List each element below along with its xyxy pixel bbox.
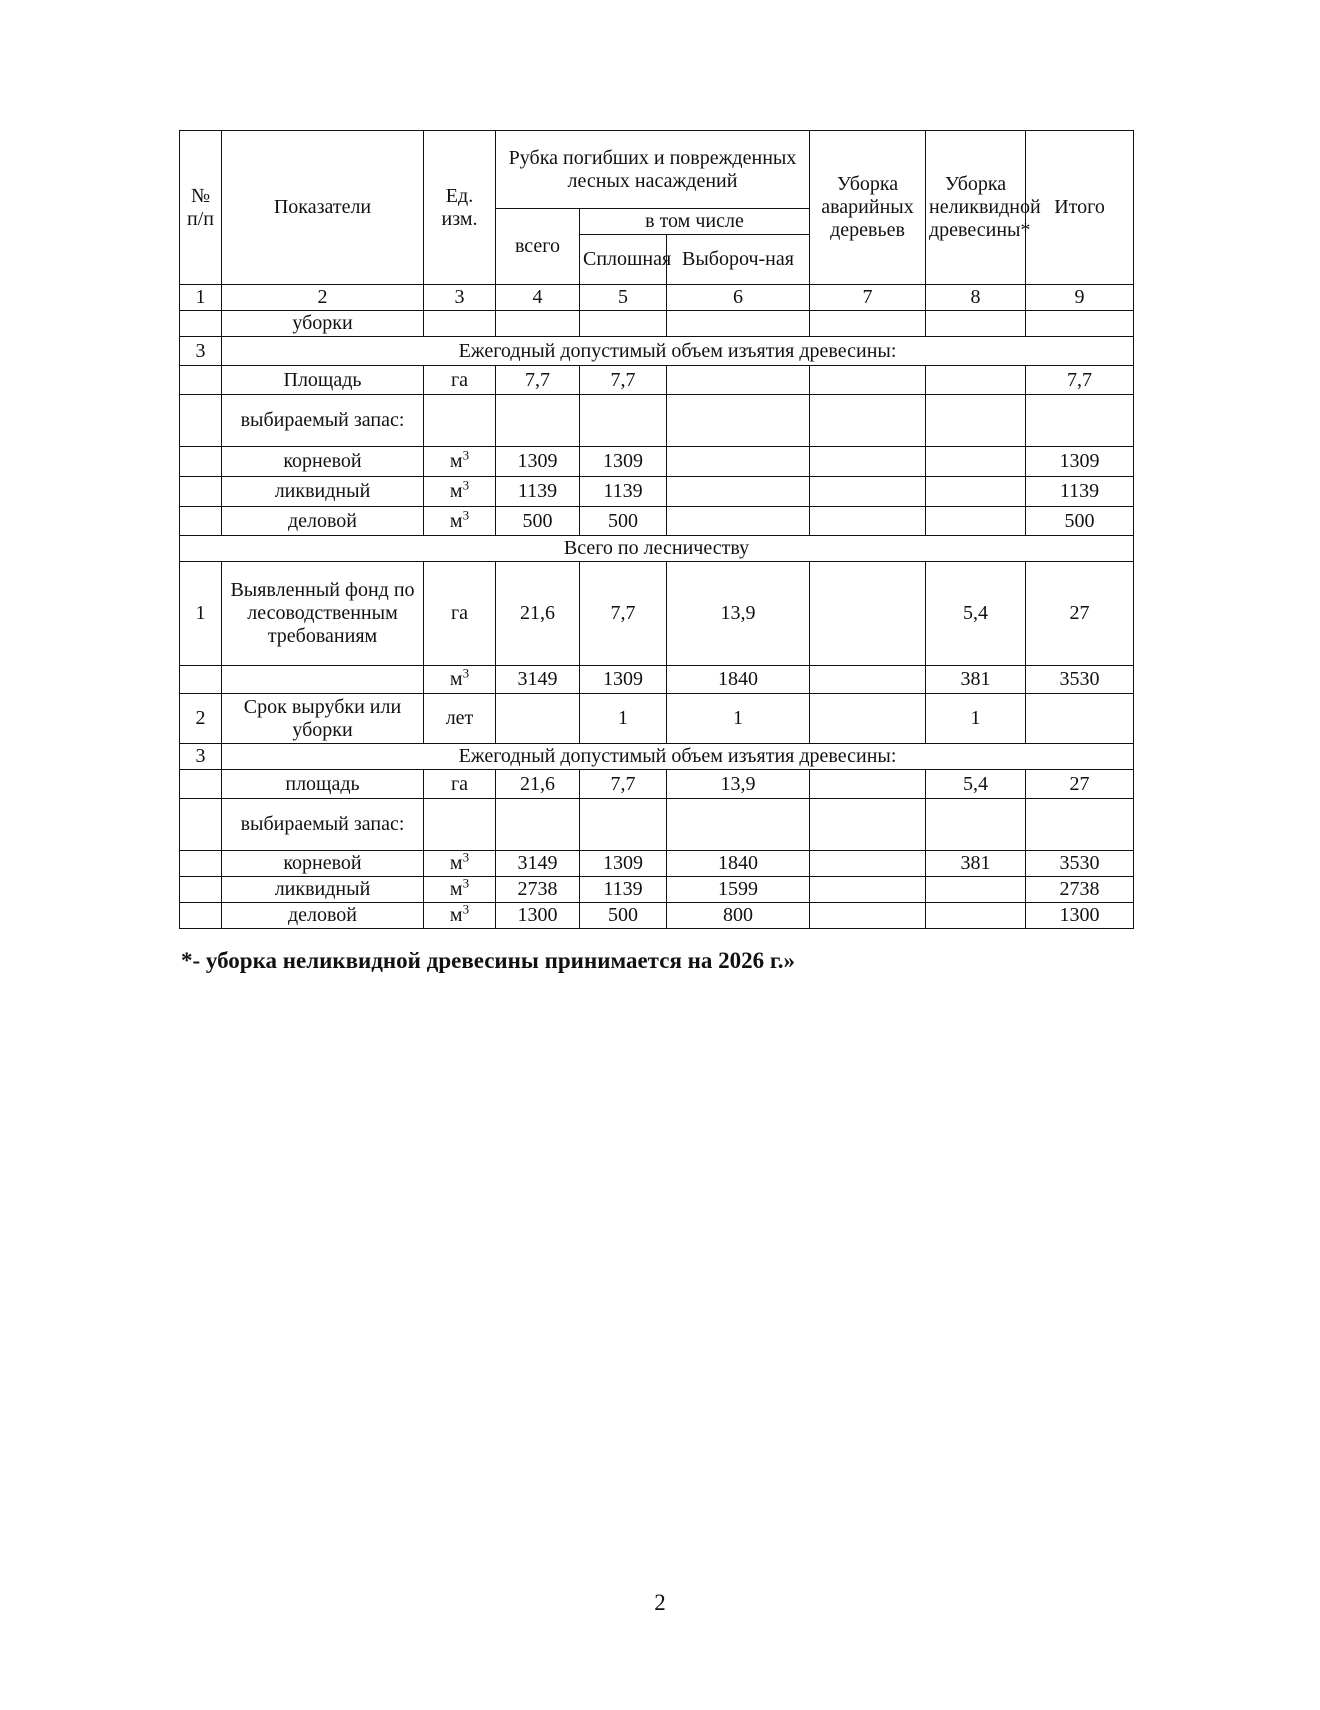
header-no: № п/п: [180, 131, 222, 285]
header-indicators: Показатели: [222, 131, 424, 285]
table-row: [180, 694, 1134, 744]
cell-v7: [810, 507, 926, 536]
cell-v9: 1139: [1026, 477, 1134, 507]
header-clear: Сплошная: [580, 235, 667, 285]
cell-v5: 7,7: [580, 366, 667, 395]
cell-v4: 3149: [496, 851, 580, 877]
cell-name: ликвидный: [222, 877, 424, 903]
section-no: 3: [180, 337, 222, 366]
header-emergency: Уборка аварийных деревьев: [810, 131, 926, 285]
cell-v7: [810, 447, 926, 477]
header-row-1: [180, 131, 1134, 209]
cell-v7: [810, 799, 926, 851]
cell-v5: 1139: [580, 477, 667, 507]
cell-v4: [496, 311, 580, 337]
cell-unit: [424, 311, 496, 337]
header-selective: Выбороч-ная: [667, 235, 810, 285]
cell-v9: [1026, 311, 1134, 337]
cell-v6: [667, 799, 810, 851]
cell-v8: [926, 903, 1026, 929]
column-number-3: 3: [424, 285, 496, 311]
cell-unit: га: [424, 562, 496, 666]
cell-v4: 21,6: [496, 770, 580, 799]
header-illiquid: Уборка неликвидной древесины*: [926, 131, 1026, 285]
table-row: [180, 395, 1134, 447]
cell-name: площадь: [222, 770, 424, 799]
cell-no: [180, 799, 222, 851]
cell-v6: 1840: [667, 666, 810, 694]
table-row: [180, 666, 1134, 694]
cell-v9: [1026, 799, 1134, 851]
cell-unit: га: [424, 770, 496, 799]
cell-name: ликвидный: [222, 477, 424, 507]
cell-v4: [496, 395, 580, 447]
cell-unit: [424, 395, 496, 447]
page-number: 2: [654, 1590, 666, 1615]
cell-v8: 381: [926, 851, 1026, 877]
cell-v4: 1139: [496, 477, 580, 507]
cell-v8: [926, 507, 1026, 536]
cell-unit: [424, 799, 496, 851]
cell-v9: 1300: [1026, 903, 1134, 929]
cell-v5: 1139: [580, 877, 667, 903]
table-row: [180, 562, 1134, 666]
cell-v8: 5,4: [926, 562, 1026, 666]
cell-v5: 500: [580, 507, 667, 536]
cell-v9: 27: [1026, 770, 1134, 799]
cell-no: [180, 507, 222, 536]
cell-v6: [667, 366, 810, 395]
cell-v6: 1599: [667, 877, 810, 903]
cell-v5: [580, 799, 667, 851]
cell-v9: 2738: [1026, 877, 1134, 903]
cell-v7: [810, 694, 926, 744]
cell-v6: 13,9: [667, 770, 810, 799]
cell-no: [180, 666, 222, 694]
cell-no: [180, 447, 222, 477]
cell-v4: 7,7: [496, 366, 580, 395]
header-total: всего: [496, 209, 580, 285]
cell-v5: 1309: [580, 851, 667, 877]
section-row: [180, 337, 1134, 366]
cell-name: выбираемый запас:: [222, 799, 424, 851]
cell-v4: 2738: [496, 877, 580, 903]
header-including: в том числе: [580, 209, 810, 235]
cell-no: [180, 877, 222, 903]
table-row: [180, 311, 1134, 337]
cell-v4: 500: [496, 507, 580, 536]
cell-v9: 7,7: [1026, 366, 1134, 395]
cell-v7: [810, 851, 926, 877]
cell-v5: 1309: [580, 447, 667, 477]
section-row: [180, 536, 1134, 562]
column-number-8: 8: [926, 285, 1026, 311]
cell-v4: 1309: [496, 447, 580, 477]
cell-v8: 5,4: [926, 770, 1026, 799]
cell-name: выбираемый запас:: [222, 395, 424, 447]
cell-v6: [667, 447, 810, 477]
cell-v8: [926, 366, 1026, 395]
cell-name: деловой: [222, 507, 424, 536]
cell-unit: га: [424, 366, 496, 395]
cell-no: 1: [180, 562, 222, 666]
cell-unit: $м^3$: [424, 851, 496, 877]
cell-no: [180, 395, 222, 447]
section-row: [180, 744, 1134, 770]
cell-name: [222, 666, 424, 694]
table-row: [180, 366, 1134, 395]
cell-v5: [580, 311, 667, 337]
cell-v8: [926, 477, 1026, 507]
table-row: [180, 903, 1134, 929]
cell-no: [180, 366, 222, 395]
cell-name: корневой: [222, 851, 424, 877]
section-no: 3: [180, 744, 222, 770]
cell-v9: 500: [1026, 507, 1134, 536]
cell-unit: $м^3$: [424, 507, 496, 536]
cell-v5: 1: [580, 694, 667, 744]
column-number-5: 5: [580, 285, 667, 311]
table-row: [180, 477, 1134, 507]
cell-v7: [810, 395, 926, 447]
cell-v8: 1: [926, 694, 1026, 744]
cell-unit: $м^3$: [424, 666, 496, 694]
cell-v9: [1026, 694, 1134, 744]
cell-v6: 800: [667, 903, 810, 929]
cell-v9: 27: [1026, 562, 1134, 666]
cell-no: [180, 903, 222, 929]
cell-unit: $м^3$: [424, 477, 496, 507]
section-title: Ежегодный допустимый объем изъятия древесины:: [222, 337, 1134, 366]
cell-v4: [496, 694, 580, 744]
header-unit: Ед. изм.: [424, 131, 496, 285]
cell-v9: 1309: [1026, 447, 1134, 477]
cell-no: [180, 851, 222, 877]
footnote: *- уборка неликвидной древесины принимается на 2026 г.»: [181, 948, 795, 973]
cell-name: уборки: [222, 311, 424, 337]
cell-v7: [810, 770, 926, 799]
cell-v5: 1309: [580, 666, 667, 694]
column-number-1: 1: [180, 285, 222, 311]
cell-v6: [667, 311, 810, 337]
cell-v8: [926, 799, 1026, 851]
cell-name: корневой: [222, 447, 424, 477]
column-number-2: 2: [222, 285, 424, 311]
cell-no: [180, 770, 222, 799]
table-row: [180, 877, 1134, 903]
cell-v7: [810, 477, 926, 507]
header-felling: Рубка погибших и поврежденных лесных насаждений: [496, 131, 810, 209]
cell-v7: [810, 311, 926, 337]
cell-v9: 3530: [1026, 851, 1134, 877]
column-number-7: 7: [810, 285, 926, 311]
cell-v8: 381: [926, 666, 1026, 694]
table-row: [180, 447, 1134, 477]
cell-name: деловой: [222, 903, 424, 929]
table-row: [180, 851, 1134, 877]
column-number-4: 4: [496, 285, 580, 311]
cell-v8: [926, 877, 1026, 903]
cell-v6: [667, 507, 810, 536]
cell-v9: 3530: [1026, 666, 1134, 694]
table-row: [180, 770, 1134, 799]
cell-v9: [1026, 395, 1134, 447]
cell-v7: [810, 562, 926, 666]
cell-v5: [580, 395, 667, 447]
cell-v8: [926, 311, 1026, 337]
section-title: Всего по лесничеству: [180, 536, 1134, 562]
cell-name: Площадь: [222, 366, 424, 395]
cell-v8: [926, 447, 1026, 477]
cell-v7: [810, 666, 926, 694]
column-number-row: [180, 285, 1134, 311]
cell-v5: 7,7: [580, 562, 667, 666]
cell-unit: $м^3$: [424, 447, 496, 477]
header-itogo: Итого: [1026, 131, 1134, 285]
cell-v5: 500: [580, 903, 667, 929]
cell-v5: 7,7: [580, 770, 667, 799]
cell-unit: лет: [424, 694, 496, 744]
cell-v4: 21,6: [496, 562, 580, 666]
cell-v8: [926, 395, 1026, 447]
cell-no: 2: [180, 694, 222, 744]
cell-no: [180, 477, 222, 507]
cell-v7: [810, 366, 926, 395]
cell-unit: $м^3$: [424, 877, 496, 903]
cell-name: Выявленный фонд по лесоводственным требованиям: [222, 562, 424, 666]
cell-no: [180, 311, 222, 337]
cell-name: Срок вырубки или уборки: [222, 694, 424, 744]
table-row: [180, 799, 1134, 851]
cell-v6: [667, 477, 810, 507]
cell-v6: 1: [667, 694, 810, 744]
cell-v4: 1300: [496, 903, 580, 929]
table-row: [180, 507, 1134, 536]
cell-v6: 1840: [667, 851, 810, 877]
cell-v7: [810, 903, 926, 929]
column-number-9: 9: [1026, 285, 1134, 311]
data-table: [179, 130, 1134, 929]
cell-v4: 3149: [496, 666, 580, 694]
cell-unit: $м^3$: [424, 903, 496, 929]
column-number-6: 6: [667, 285, 810, 311]
section-title: Ежегодный допустимый объем изъятия древесины:: [222, 744, 1134, 770]
cell-v4: [496, 799, 580, 851]
cell-v6: 13,9: [667, 562, 810, 666]
cell-v7: [810, 877, 926, 903]
cell-v6: [667, 395, 810, 447]
